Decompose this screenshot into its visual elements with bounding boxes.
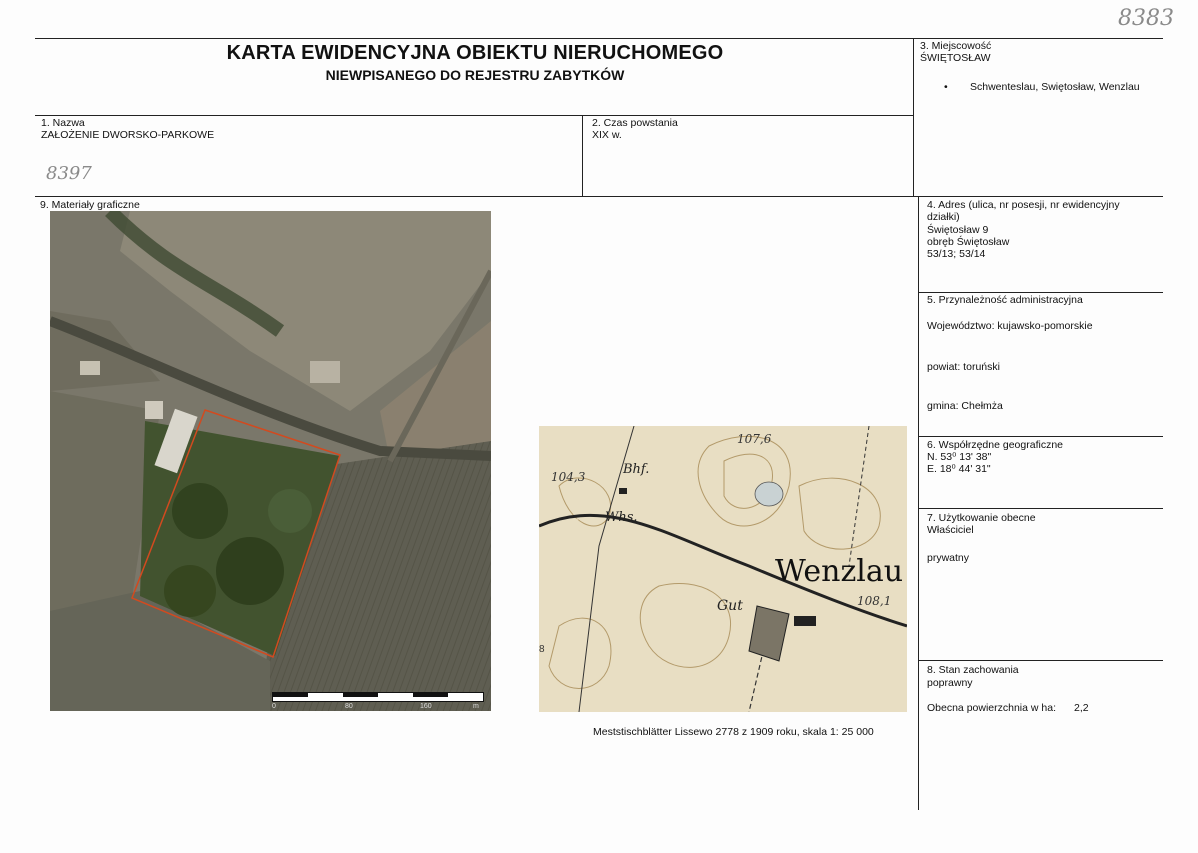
field7-owner: prywatny — [927, 552, 970, 564]
aerial-photo — [50, 211, 491, 711]
field6-label: 6. Współrzędne geograficzne — [927, 439, 1063, 451]
title-divider — [35, 115, 913, 116]
field8-label: 8. Stan zachowania — [927, 664, 1019, 676]
field1-field2-divider — [582, 115, 583, 196]
map-label-edge: 8 — [539, 644, 545, 655]
field6-north: N. 53⁰ 13' 38" — [927, 451, 992, 463]
field4-line3: 53/13; 53/14 — [927, 248, 986, 260]
map-label-town: Wenzlau — [775, 554, 904, 589]
field8-state: poprawny — [927, 677, 973, 689]
field6-east: E. 18⁰ 44' 31" — [927, 463, 991, 475]
vertical-right-divider — [918, 196, 919, 810]
field5-label: 5. Przynależność administracyjna — [927, 294, 1083, 306]
field3-value: ŚWIĘTOSŁAW — [920, 52, 991, 64]
field8-area-value: 2,2 — [1074, 702, 1089, 714]
map-caption: Meststischblätter Lissewo 2778 z 1909 roku, skala 1: 25 000 — [593, 726, 874, 738]
field3-bullet: • — [944, 81, 948, 93]
field4-label-line1: 4. Adres (ulica, nr posesji, nr ewidencyjny — [927, 199, 1120, 211]
map-label-elev1: 107,6 — [737, 432, 772, 446]
field4-label-line2: działki) — [927, 211, 960, 223]
field7-owner-label: Właściciel — [927, 524, 974, 536]
scale-bar — [272, 692, 484, 702]
field5-county: powiat: toruński — [927, 361, 1000, 373]
field7-divider — [918, 660, 1163, 661]
field1-label: 1. Nazwa — [41, 117, 85, 129]
handwritten-inventory-number: 8397 — [46, 163, 92, 184]
scale-unit: m — [473, 703, 479, 710]
field7-label: 7. Użytkowanie obecne — [927, 512, 1036, 524]
handwritten-document-number: 8383 — [1118, 6, 1174, 31]
field2-value: XIX w. — [592, 129, 622, 141]
field1-value: ZAŁOŻENIE DWORSKO-PARKOWE — [41, 129, 215, 141]
row1-divider — [35, 196, 1163, 197]
field9-label: 9. Materiały graficzne — [40, 199, 140, 211]
field5-divider — [918, 436, 1163, 437]
historic-map — [539, 426, 907, 712]
map-label-bhf: Bhf. — [623, 462, 650, 477]
aerial-photo-graphic — [50, 211, 491, 711]
field3-label: 3. Miejscowość — [920, 40, 992, 52]
field4-line1: Świętosław 9 — [927, 224, 989, 236]
map-label-whs: Whs. — [605, 510, 638, 525]
scale-tick-0: 0 — [272, 703, 276, 710]
field5-commune: gmina: Chełmża — [927, 400, 1003, 412]
field2-label: 2. Czas powstania — [592, 117, 678, 129]
page-title: KARTA EWIDENCYJNA OBIEKTU NIERUCHOMEGO — [226, 42, 724, 64]
field4-divider — [918, 292, 1163, 293]
scale-tick-160: 160 — [420, 703, 432, 710]
page-subtitle: NIEWPISANEGO DO REJESTRU ZABYTKÓW — [325, 67, 625, 83]
field8-area-label: Obecna powierzchnia w ha: — [927, 702, 1056, 714]
map-label-gut: Gut — [717, 598, 743, 614]
top-border — [35, 38, 1163, 39]
field5-voivodeship: Województwo: kujawsko-pomorskie — [927, 320, 1093, 332]
map-label-elev3: 108,1 — [857, 594, 892, 608]
map-label-elev2: 104,3 — [551, 470, 586, 484]
field3-alt-names: Schwenteslau, Swiętosław, Wenzlau — [970, 81, 1140, 93]
scale-tick-80: 80 — [345, 703, 353, 710]
field4-line2: obręb Świętosław — [927, 236, 1010, 248]
field6-divider — [918, 508, 1163, 509]
